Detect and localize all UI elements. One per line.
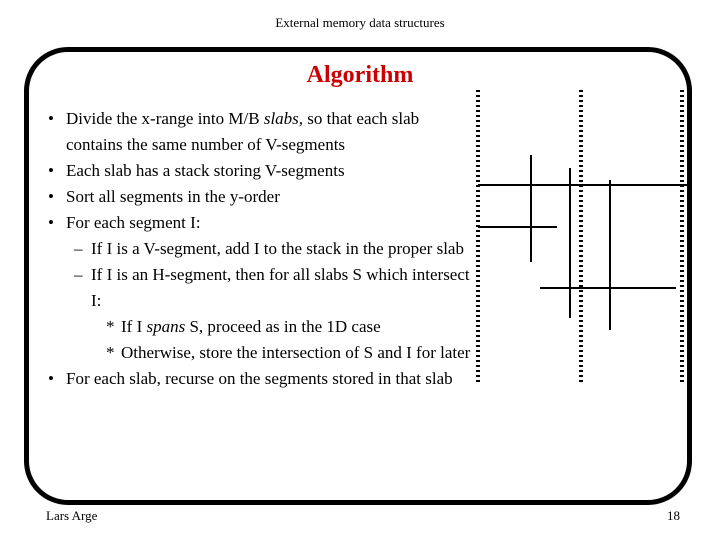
subsubbullet-spans: * If I spans S, proceed as in the 1D case bbox=[46, 314, 476, 340]
page-number: 18 bbox=[667, 508, 680, 523]
bullet-recurse: • For each slab, recurse on the segments stored in that slab bbox=[46, 366, 476, 392]
slide-title: Algorithm bbox=[306, 62, 414, 88]
subbullet-h-segment: – If I is an H-segment, then for all slabs S which intersect I: bbox=[46, 262, 476, 314]
slide-header: External memory data structures bbox=[275, 15, 445, 30]
bullet-sort-segments: • Sort all segments in the y-order bbox=[46, 184, 476, 210]
bullet-slab-stack: • Each slab has a stack storing V-segments bbox=[46, 158, 476, 184]
bullet-for-each-segment: • For each segment I: bbox=[46, 210, 476, 236]
subbullet-v-segment: – If I is a V-segment, add I to the stack in the proper slab bbox=[46, 236, 476, 262]
subsubbullet-otherwise: * Otherwise, store the intersection of S and I for later bbox=[46, 340, 476, 366]
bullet-divide-slabs: • Divide the x-range into M/B slabs, so that each slab contains the same number of V-segments bbox=[46, 106, 476, 158]
footer-author: Lars Arge bbox=[46, 508, 98, 523]
emphasis-slabs: slabs, bbox=[263, 109, 304, 128]
emphasis-spans: spans bbox=[146, 317, 186, 336]
